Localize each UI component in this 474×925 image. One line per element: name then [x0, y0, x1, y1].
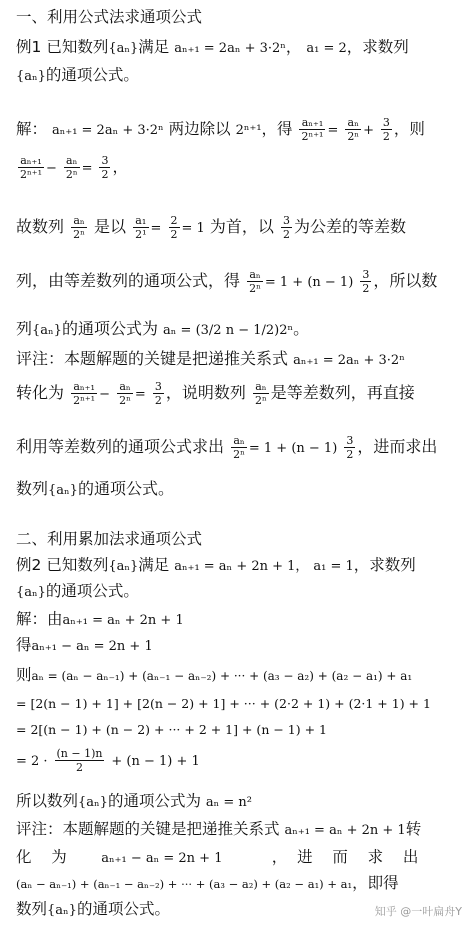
fraction: $\frac{\text{aₙ}}{\text{2ⁿ}}$ [233, 434, 245, 461]
section1-heading: 一、利用公式法求通项公式 [16, 8, 203, 26]
solution2-line2: 得aₙ₊₁ − aₙ = 2n + 1 [16, 636, 153, 654]
fraction: $\frac{\text{aₙ₊₁}}{\text{2ⁿ⁺¹}}$ [73, 380, 96, 407]
fraction: $\frac{\text{aₙ}}{\text{2ⁿ}}$ [73, 214, 85, 241]
solution1-line1: 解： aₙ₊₁ = 2aₙ + 3·2ⁿ 两边除以 2ⁿ⁺¹，得 $\frac{\text{aₙ₊₁}}{\text{2ⁿ⁺¹}}$ = $\frac{\text{aₙ}}{\text{2ⁿ}}$ + $\frac{3}{2}$ ，则 [16, 116, 425, 143]
comment2-line2: 化 为 aₙ₊₁ − aₙ = 2n + 1 ， 进 而 求 出 [16, 848, 419, 866]
solution1-line5: 列{aₙ}的通项公式为 aₙ = (3/2 n − 1/2)2ⁿ。 [16, 319, 310, 338]
example1-label: 例1 [16, 38, 42, 56]
example2-label: 例2 [16, 556, 42, 574]
initial-value: a₁ = 2 [306, 41, 347, 56]
general-term-formula: aₙ = (3/2 n − 1/2)2ⁿ [163, 323, 294, 338]
fraction: $\frac{3}{2}$ [154, 380, 162, 407]
fraction: $\frac{3}{2}$ [382, 116, 390, 143]
general-term-formula: aₙ = n² [205, 795, 253, 810]
solution2-line1: 解：由aₙ₊₁ = aₙ + 2n + 1 [16, 610, 184, 628]
fraction: $\frac{3}{2}$ [362, 268, 370, 295]
fraction: $\frac{\text{aₙ}}{\text{2ⁿ}}$ [65, 154, 78, 181]
fraction: $\frac{\text{aₙ}}{\text{2ⁿ}}$ [254, 380, 267, 407]
example2-line2: {aₙ}的通项公式。 [16, 582, 139, 600]
comment1-line3: 利用等差数列的通项公式求出 $\frac{\text{aₙ}}{\text{2ⁿ}}$ = 1 + (n − 1) $\frac{3}{2}$ ，进而求出 [16, 434, 438, 461]
solution1-line3: 故数列 $\frac{\text{aₙ}}{\text{2ⁿ}}$ 是以 $\frac{\text{a₁}}{\text{2¹}}$ = $\frac{2}{2}$ = 1 为首，以 $\frac{3}{2}$ 为公差的等差数 [16, 214, 407, 241]
fraction: $\frac{2}{2}$ [170, 214, 178, 241]
section2-heading: 二、利用累加法求通项公式 [16, 530, 203, 548]
watermark-text: 知乎 @一叶扁舟Y [374, 905, 462, 918]
solution1-line2: $\frac{\text{aₙ₊₁}}{\text{2ⁿ⁺¹}}$ − $\frac{\text{aₙ}}{\text{2ⁿ}}$ = $\frac{3}{2}$ ， [20, 154, 128, 181]
fraction: $\frac{\text{a₁}}{\text{2¹}}$ [135, 214, 147, 241]
fraction: $\frac{3}{2}$ [283, 214, 290, 241]
fraction: $\frac{3}{2}$ [101, 154, 109, 181]
fraction: $\frac{\text{aₙ₊₁}}{\text{2ⁿ⁺¹}}$ [301, 116, 324, 143]
solution2-line5: = 2[(n − 1) + (n − 2) + ··· + 2 + 1] + (n − 1) + 1 [16, 722, 327, 737]
example1-line2: {aₙ}的通项公式。 [16, 66, 139, 84]
fraction: $\frac{(n - 1)n}{2}$ [56, 747, 103, 774]
recurrence-formula: aₙ₊₁ = 2aₙ + 3·2ⁿ [174, 41, 286, 56]
fraction: $\frac{\text{aₙ}}{\text{2ⁿ}}$ [347, 116, 360, 143]
comment2-line3: (aₙ − aₙ₋₁) + (aₙ₋₁ − aₙ₋₂) + ··· + (a₃ − a₂) + (a₂ − a₁) + a₁，即得 [16, 874, 399, 892]
fraction: $\frac{3}{2}$ [346, 434, 354, 461]
comment1-line1: 评注：本题解题的关键是把递推关系式 aₙ₊₁ = 2aₙ + 3·2ⁿ [16, 349, 405, 368]
result2-line: 所以数列{aₙ}的通项公式为 aₙ = n² [16, 792, 253, 810]
fraction: $\frac{\text{aₙ}}{\text{2ⁿ}}$ [249, 268, 261, 295]
solution2-line3: 则aₙ = (aₙ − aₙ₋₁) + (aₙ₋₁ − aₙ₋₂) + ··· + (a₃ − a₂) + (a₂ − a₁) + a₁ [16, 666, 413, 684]
solution1-line4: 列，由等差数列的通项公式，得 $\frac{\text{aₙ}}{\text{2ⁿ}}$ = 1 + (n − 1) $\frac{3}{2}$ ，所以数 [16, 268, 438, 295]
comment2-line1: 评注：本题解题的关键是把递推关系式 aₙ₊₁ = aₙ + 2n + 1转 [16, 820, 422, 838]
comment1-line4: 数列{aₙ}的通项公式。 [16, 479, 174, 498]
comment2-line4: 数列{aₙ}的通项公式。 [16, 900, 170, 918]
example1-line1: 例1 已知数列{aₙ}满足 aₙ₊₁ = 2aₙ + 3·2ⁿ， a₁ = 2，求数列 [16, 38, 409, 56]
solution2-line4: = [2(n − 1) + 1] + [2(n − 2) + 1] + ··· + (2·2 + 1) + (2·1 + 1) + 1 [16, 696, 431, 711]
fraction: $\frac{\text{aₙ}}{\text{2ⁿ}}$ [119, 380, 131, 407]
solution2-line6: = 2 · $\frac{(n - 1)n}{2}$ + (n − 1) + 1 [16, 747, 200, 774]
example2-line1: 例2 已知数列{aₙ}满足 aₙ₊₁ = aₙ + 2n + 1， a₁ = 1，求数列 [16, 556, 416, 574]
fraction: $\frac{\text{aₙ₊₁}}{\text{2ⁿ⁺¹}}$ [20, 154, 42, 181]
comment1-line2: 转化为 $\frac{\text{aₙ₊₁}}{\text{2ⁿ⁺¹}}$ − $\frac{\text{aₙ}}{\text{2ⁿ}}$ = $\frac{3}{2}$ ，说明数列 $\frac{\text{aₙ}}{\text{2ⁿ}}$ 是等差数列，再直接 [16, 380, 415, 407]
